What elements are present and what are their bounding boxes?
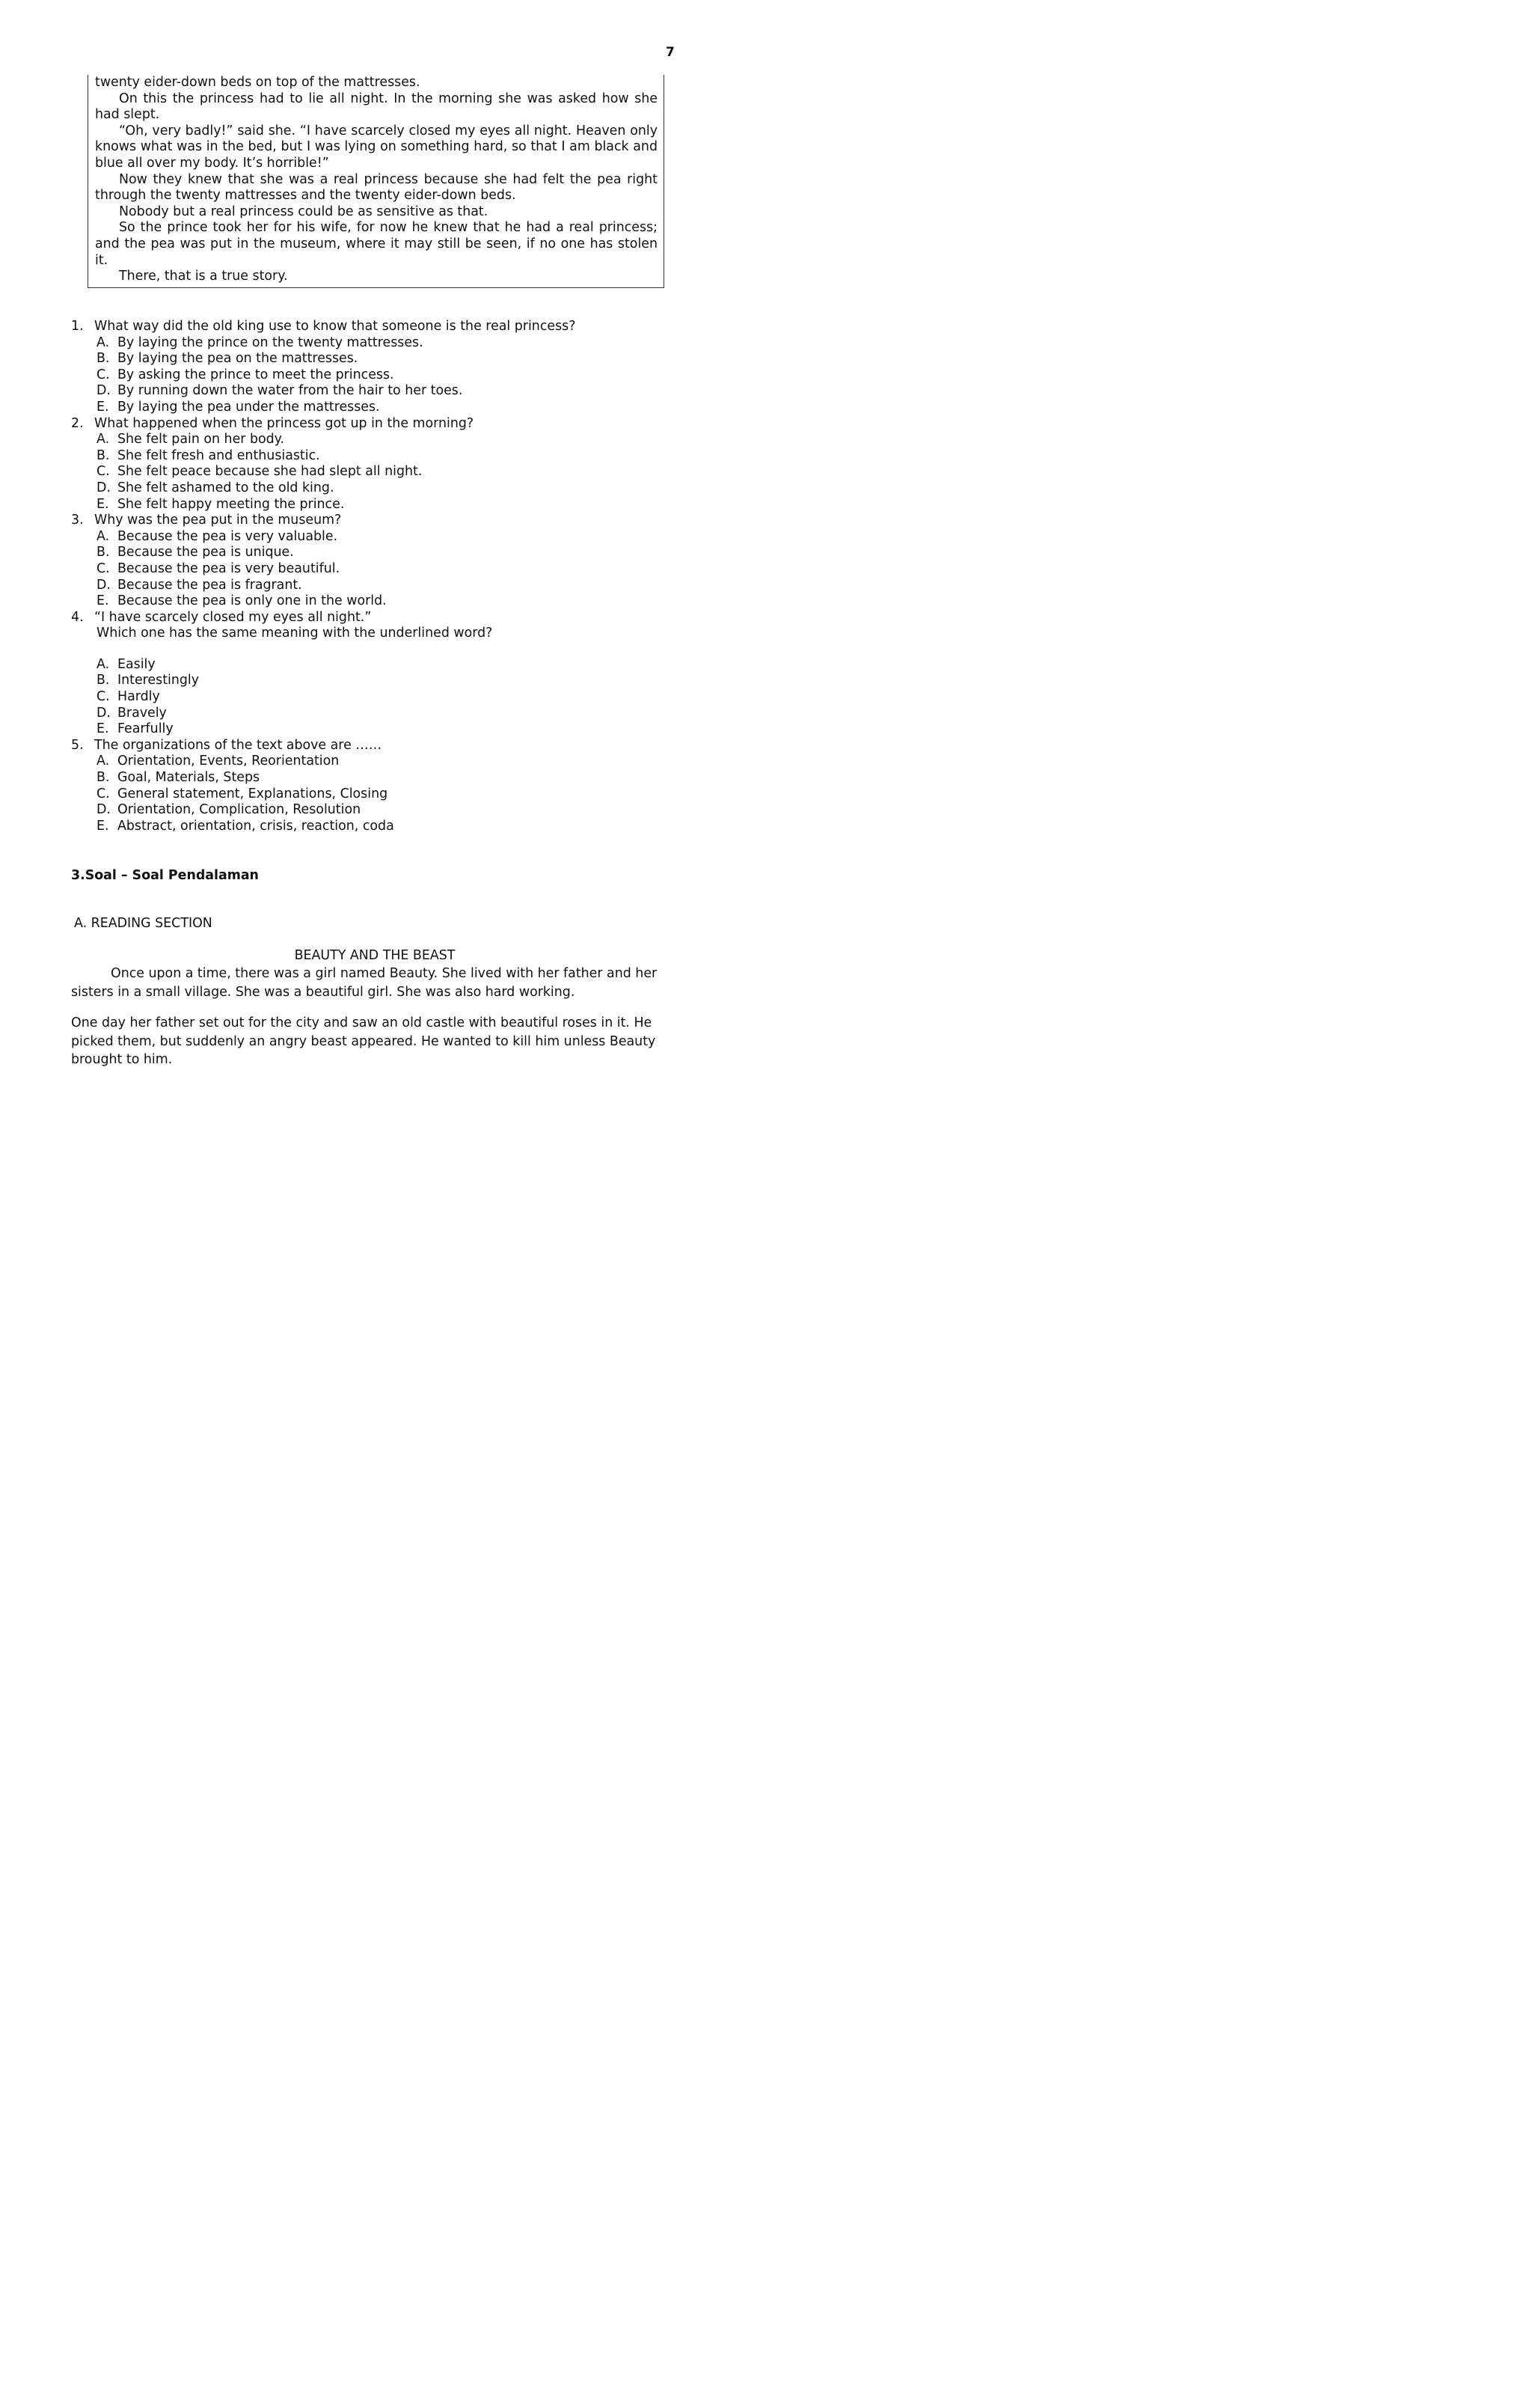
question-item xyxy=(71,416,670,513)
option-letter: A. xyxy=(96,528,110,544)
option-letter: E. xyxy=(96,818,109,834)
question-number: 2. xyxy=(71,415,84,431)
option-text: Bravely xyxy=(117,705,167,721)
option-letter: C. xyxy=(96,367,110,382)
question-number: 4. xyxy=(71,609,84,625)
option-text: She felt happy meeting the prince. xyxy=(117,496,345,512)
option-list xyxy=(94,657,670,738)
option-item xyxy=(94,802,670,819)
question-number: 5. xyxy=(71,737,84,753)
option-item xyxy=(94,383,670,400)
option-letter: D. xyxy=(96,383,111,399)
option-list xyxy=(94,432,670,513)
option-text: Because the pea is unique. xyxy=(117,545,294,560)
option-item xyxy=(94,786,670,803)
option-item xyxy=(94,497,670,513)
option-text: Easily xyxy=(117,656,156,672)
option-item xyxy=(94,480,670,497)
option-text: By asking the prince to meet the princess. xyxy=(117,367,394,382)
option-item xyxy=(94,770,670,786)
option-text: Interestingly xyxy=(117,673,200,688)
option-item xyxy=(94,367,670,384)
story-paragraph: “Oh, very badly!” said she. “I have scarcely closed my eyes all night. Heaven only knows what was in the bed, but I was lying on something hard, so that I am black and blue all over my body. It’s horrible!” xyxy=(95,123,658,171)
option-letter: E. xyxy=(96,496,109,512)
option-item xyxy=(94,335,670,352)
question-list xyxy=(71,319,670,834)
option-text: She felt ashamed to the old king. xyxy=(117,480,334,495)
question-text: What way did the old king use to know that someone is the real princess? xyxy=(94,319,576,334)
option-item xyxy=(94,754,670,770)
story-title: BEAUTY AND THE BEAST xyxy=(294,948,456,963)
option-letter: A. xyxy=(96,754,110,769)
option-item xyxy=(94,578,670,594)
option-text: Orientation, Events, Reorientation xyxy=(117,754,340,769)
option-list xyxy=(94,529,670,610)
option-text: Fearfully xyxy=(117,721,174,737)
story-paragraph: Now they knew that she was a real princess because she had felt the pea right through the twenty mattresses and the twenty eider-down beds. xyxy=(95,171,658,204)
option-text: By running down the water from the hair to her toes. xyxy=(117,383,463,399)
option-item xyxy=(94,673,670,689)
option-item xyxy=(94,561,670,578)
option-list xyxy=(94,754,670,834)
option-item xyxy=(94,464,670,480)
option-item xyxy=(94,400,670,416)
story-paragraph: On this the princess had to lie all night. In the morning she was asked how she had slept. xyxy=(95,91,658,123)
question-number: 3. xyxy=(71,513,84,528)
option-item xyxy=(94,657,670,673)
option-letter: A. xyxy=(96,656,110,672)
option-list xyxy=(94,335,670,416)
option-text: Because the pea is very beautiful. xyxy=(117,560,340,576)
option-item xyxy=(94,545,670,561)
story-paragraph: twenty eider-down beds on top of the mattresses. xyxy=(95,75,420,90)
question-subtext: Which one has the same meaning with the underlined word? xyxy=(96,626,493,641)
option-text: Hardly xyxy=(117,689,160,705)
option-item xyxy=(94,432,670,448)
question-item xyxy=(71,319,670,416)
question-text: “I have scarcely closed my eyes all night.” xyxy=(94,609,372,625)
option-letter: C. xyxy=(96,560,110,576)
option-text: She felt peace because she had slept all night. xyxy=(117,464,423,480)
option-text: She felt fresh and enthusiastic. xyxy=(117,447,320,463)
reading-section-heading: A. READING SECTION xyxy=(74,916,212,931)
option-item xyxy=(94,529,670,546)
section-heading: 3.Soal – Soal Pendalaman xyxy=(71,868,259,883)
option-text: Orientation, Complication, Resolution xyxy=(117,802,361,818)
question-text: What happened when the princess got up in the morning? xyxy=(94,415,474,431)
option-text: By laying the pea on the mattresses. xyxy=(117,351,358,367)
option-letter: D. xyxy=(96,802,111,818)
option-item xyxy=(94,593,670,610)
story-paragraph: So the prince took her for his wife, for now he knew that he had a real princess; and the pea was put in the museum, where it may still be seen, if no one has stolen it. xyxy=(95,220,658,268)
option-letter: B. xyxy=(96,447,110,463)
option-letter: D. xyxy=(96,480,111,495)
option-text: General statement, Explanations, Closing xyxy=(117,786,388,801)
option-letter: E. xyxy=(96,593,109,609)
story-paragraph: One day her father set out for the city and saw an old castle with beautiful roses in it. He picked them, but suddenly an angry beast appeared. He wanted to kill him unless Beauty brought to him. xyxy=(71,1015,656,1067)
option-letter: E. xyxy=(96,721,109,737)
option-text: By laying the pea under the mattresses. xyxy=(117,399,380,415)
page-number: 7 xyxy=(666,45,675,60)
option-text: Because the pea is fragrant. xyxy=(117,577,302,593)
option-text: By laying the prince on the twenty mattresses. xyxy=(117,334,423,350)
option-item xyxy=(94,819,670,835)
question-text: Why was the pea put in the museum? xyxy=(94,513,342,528)
option-letter: D. xyxy=(96,577,111,593)
question-item xyxy=(71,513,670,610)
option-letter: C. xyxy=(96,786,110,801)
option-text: She felt pain on her body. xyxy=(117,432,285,447)
story-excerpt-box xyxy=(88,75,664,288)
option-item xyxy=(94,351,670,367)
option-item xyxy=(94,721,670,738)
story-paragraph: Nobody but a real princess could be as sensitive as that. xyxy=(119,204,488,219)
option-letter: B. xyxy=(96,545,110,560)
option-letter: D. xyxy=(96,705,111,721)
option-item xyxy=(94,689,670,706)
story-paragraph: Once upon a time, there was a girl named Beauty. She lived with her father and her sisters in a small village. She was a beautiful girl. She was also hard working. xyxy=(71,966,658,1000)
option-item xyxy=(94,448,670,465)
option-letter: A. xyxy=(96,432,110,447)
option-letter: C. xyxy=(96,689,110,705)
question-item xyxy=(71,738,670,835)
story-paragraph: There, that is a true story. xyxy=(119,269,288,284)
option-letter: B. xyxy=(96,351,110,367)
question-item xyxy=(71,610,670,738)
option-text: Because the pea is only one in the world. xyxy=(117,593,387,609)
option-item xyxy=(94,706,670,722)
option-text: Goal, Materials, Steps xyxy=(117,770,260,786)
option-letter: B. xyxy=(96,673,110,688)
option-text: Because the pea is very valuable. xyxy=(117,528,338,544)
option-letter: B. xyxy=(96,770,110,786)
option-letter: C. xyxy=(96,464,110,480)
option-text: Abstract, orientation, crisis, reaction, coda xyxy=(117,818,394,834)
option-letter: E. xyxy=(96,399,109,415)
question-number: 1. xyxy=(71,319,84,334)
question-text: The organizations of the text above are …… xyxy=(94,737,382,753)
option-letter: A. xyxy=(96,334,110,350)
